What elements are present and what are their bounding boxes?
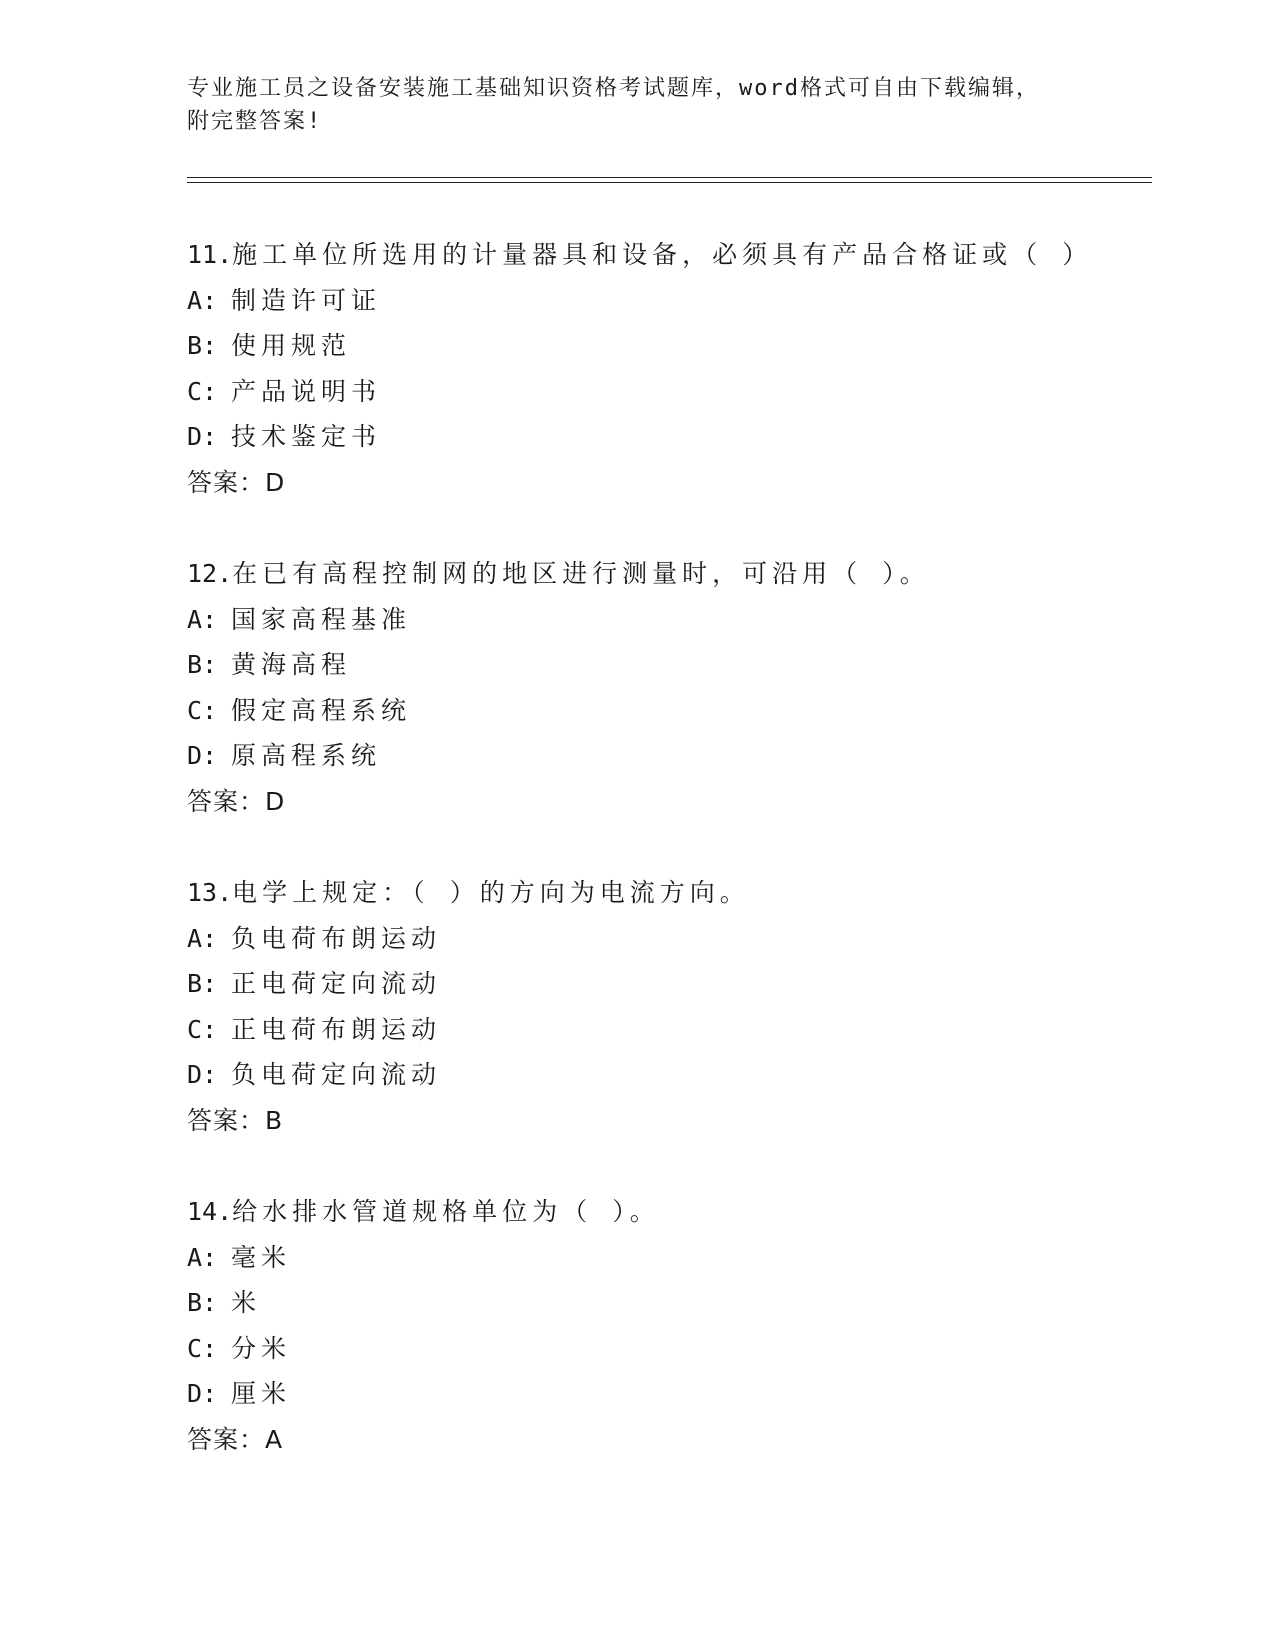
option-key: A: (187, 1242, 218, 1272)
header-line-2: 附完整答案! (187, 109, 323, 134)
answer-line: 答案：B (187, 1105, 284, 1135)
option-key: C: (187, 1333, 218, 1363)
option-text: 原高程系统 (231, 741, 382, 770)
question-stem (187, 551, 1147, 597)
option-key: A: (187, 923, 218, 953)
option-key: C: (187, 695, 218, 725)
option-c (187, 688, 1147, 734)
option-key: D: (187, 741, 218, 770)
answer-line: 答案：D (187, 786, 286, 816)
option-key: D: (187, 1379, 218, 1408)
option-text: 黄海高程 (231, 650, 352, 679)
question-number: 11. (187, 240, 233, 269)
option-b (187, 323, 1147, 369)
option-text: 制造许可证 (231, 285, 382, 315)
option-text: 产品说明书 (231, 376, 382, 406)
question-number: 12. (187, 559, 233, 588)
header-divider-bottom (187, 182, 1152, 183)
question-text: 电学上规定：（ ）的方向为电流方向。 (232, 878, 750, 907)
option-key: C: (187, 376, 218, 406)
option-text: 国家高程基准 (231, 604, 412, 634)
question-stem (187, 232, 1147, 278)
option-key: C: (187, 1014, 218, 1044)
option-key: D: (187, 1060, 218, 1089)
option-key: A: (187, 604, 218, 634)
question-stem (187, 870, 1147, 916)
option-text: 分米 (231, 1333, 292, 1363)
answer-line: 答案：A (187, 1424, 284, 1454)
option-a (187, 597, 1147, 643)
option-c (187, 369, 1147, 415)
question-text: 给水排水管道规格单位为（ ）。 (232, 1197, 660, 1226)
option-c (187, 1007, 1147, 1053)
option-a (187, 1235, 1147, 1281)
question-13 (187, 870, 1147, 1143)
option-text: 毫米 (231, 1242, 292, 1272)
option-key: B: (187, 331, 218, 360)
option-a (187, 916, 1147, 962)
question-number: 14. (187, 1197, 233, 1226)
option-d (187, 1052, 1147, 1098)
option-text: 正电荷布朗运动 (231, 1014, 442, 1044)
option-text: 假定高程系统 (231, 695, 412, 725)
question-14 (187, 1189, 1147, 1462)
option-text: 厘米 (231, 1379, 292, 1408)
question-text: 施工单位所选用的计量器具和设备，必须具有产品合格证或（ ） (232, 240, 1093, 269)
option-d (187, 733, 1147, 779)
option-key: D: (187, 422, 218, 451)
option-key: B: (187, 650, 218, 679)
option-d (187, 414, 1147, 460)
option-text: 技术鉴定书 (231, 422, 382, 451)
option-key: B: (187, 969, 218, 998)
option-text: 米 (231, 1288, 262, 1317)
question-number: 13. (187, 878, 233, 907)
header-divider-top (187, 177, 1152, 178)
option-key: A: (187, 285, 218, 315)
header-line-1: 专业施工员之设备安装施工基础知识资格考试题库，word格式可自由下载编辑， (187, 76, 1040, 101)
question-stem (187, 1189, 1147, 1235)
question-11 (187, 232, 1147, 505)
option-text: 使用规范 (231, 331, 352, 360)
option-text: 负电荷布朗运动 (231, 923, 442, 953)
option-b (187, 961, 1147, 1007)
option-c (187, 1326, 1147, 1372)
option-text: 正电荷定向流动 (231, 969, 442, 998)
question-text: 在已有高程控制网的地区进行测量时，可沿用（ ）。 (232, 559, 930, 588)
document-header (187, 72, 1087, 138)
option-text: 负电荷定向流动 (231, 1060, 442, 1089)
option-d (187, 1371, 1147, 1417)
option-key: B: (187, 1288, 218, 1317)
question-12 (187, 551, 1147, 824)
answer-line: 答案：D (187, 467, 286, 497)
option-b (187, 1280, 1147, 1326)
option-a (187, 278, 1147, 324)
option-b (187, 642, 1147, 688)
